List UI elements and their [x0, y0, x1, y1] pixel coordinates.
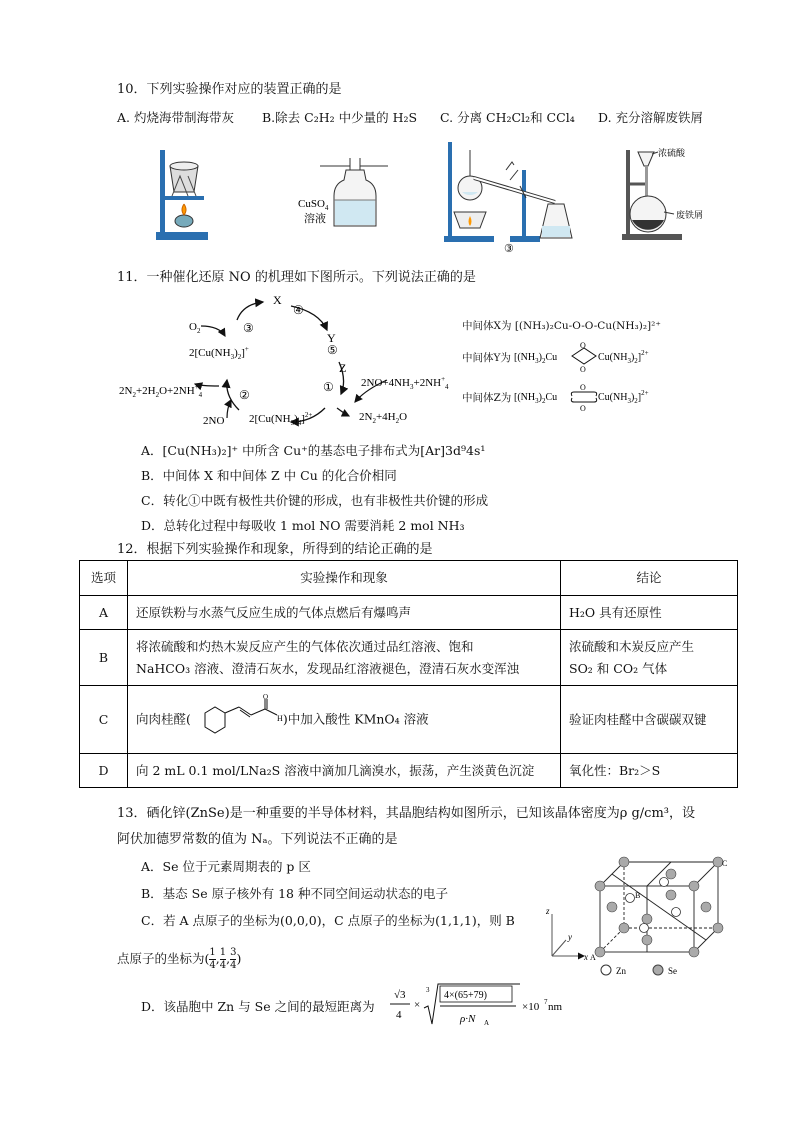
znse-unit-cell-figure [540, 852, 730, 978]
q13-option-c-line1: C．若 A 点原子的坐标为(0,0,0)，C 点原子的坐标为(1,1,1)，则 B [141, 913, 515, 928]
q10-stem: 10．下列实验操作对应的装置正确的是 [117, 82, 342, 97]
legend-se-label: Se [668, 966, 677, 976]
intermediate-y-structure [514, 340, 654, 376]
table-row [80, 754, 738, 788]
svg-text:O: O [580, 383, 586, 392]
q11-option-d: D．总转化过程中每吸收 1 mol NO 需要消耗 2 mol NH₃ [141, 518, 465, 533]
legend-zn-marker [601, 965, 611, 975]
row-c-operation [128, 686, 561, 754]
cycle-step1: ① [323, 380, 334, 394]
apparatus-d-label-iron: 废铁屑 [676, 210, 704, 220]
apparatus-c-figure [440, 140, 580, 255]
cycle-no-bottom: 2NO [203, 415, 225, 427]
axis-y-label: y [568, 932, 572, 942]
svg-text:O: O [580, 404, 586, 413]
row-d-option: D [80, 754, 128, 788]
svg-text:4×(65+79): 4×(65+79) [444, 990, 487, 1001]
svg-text:H: H [276, 713, 283, 723]
row-a-option: A [80, 596, 128, 630]
row-d-conclusion: 氧化性：Br₂＞S [561, 754, 738, 788]
svg-text:nm: nm [548, 1001, 563, 1013]
svg-text:O: O [580, 365, 586, 374]
row-a-operation: 还原铁粉与水蒸气反应生成的气体点燃后有爆鸣声 [128, 596, 561, 630]
cycle-n2-left: $2N_2+2H_2O+2NH^+_4$ [119, 383, 203, 399]
q13-option-d: D．该晶胞中 Zn 与 Se 之间的最短距离为 [141, 999, 375, 1014]
apparatus-d-label-acid: 浓硫酸 [658, 148, 686, 158]
row-c-conclusion: 验证肉桂醛中含碳碳双键 [561, 686, 738, 754]
cycle-x: X [273, 293, 282, 307]
apparatus-d-figure [618, 144, 718, 244]
cycle-step5: ⑤ [327, 343, 338, 357]
q11-stem: 11．一种催化还原 NO 的机理如下图所示。下列说法正确的是 [117, 270, 476, 285]
q13-option-b: B．基态 Se 原子核外有 18 种不同空间运动状态的电子 [141, 886, 448, 901]
row-b-conclusion-line1: 浓硫酸和木炭反应产生 [569, 638, 695, 654]
svg-text:[(NH3)2Cu: [$(NH_3)_2Cu$ [514, 392, 558, 405]
svg-text:×10: ×10 [522, 1001, 540, 1013]
intermediate-y-label: 中间体Y为 [462, 352, 511, 364]
q11-mechanism-cycle [115, 290, 460, 430]
table-row [80, 596, 738, 630]
cycle-right-out: $2N_2+4H_2O$ [359, 411, 408, 425]
row-c-option: C [80, 686, 128, 754]
q13-option-c-prefix: 点原子的坐标为( [117, 951, 210, 966]
q10-option-a: A. 灼烧海带制海带灰 [117, 110, 234, 125]
apparatus-b-label-solution: 溶液 [304, 213, 326, 225]
cinnamaldehyde-structure [191, 692, 283, 743]
point-b-label: B [635, 891, 641, 900]
legend-se-marker [653, 965, 663, 975]
q11-option-a: A．[Cu(NH₃)₂]⁺ 中所含 Cu⁺的基态电子排布式为[Ar]3d⁹4s¹ [141, 443, 486, 458]
cycle-z: Z [339, 361, 347, 375]
svg-text:×: × [414, 999, 421, 1011]
apparatus-a-figure [150, 146, 212, 242]
row-b-operation [128, 630, 561, 686]
q12-stem: 12．根据下列实验操作和现象，所得到的结论正确的是 [117, 542, 433, 557]
svg-text:4: 4 [396, 1009, 402, 1021]
q11-option-c: C．转化①中既有极性共价键的形成，也有非极性共价键的形成 [141, 493, 489, 508]
table-header-row [80, 561, 738, 596]
q13-stem-line2: 阿伏加德罗常数的值为 Nₐ。下列说法不正确的是 [117, 832, 398, 847]
legend-zn-label: Zn [616, 966, 626, 976]
svg-text:7: 7 [544, 998, 548, 1006]
table-row [80, 686, 738, 754]
axis-z-label: z [546, 906, 550, 916]
q11-option-b: B．中间体 X 和中间体 Z 中 Cu 的化合价相同 [141, 468, 397, 483]
cycle-o2: $O_2$ [189, 321, 201, 335]
svg-text:A: A [484, 1019, 490, 1027]
intermediate-x: 中间体X为 [(NH₃)₂Cu-O-O-Cu(NH₃)₂]²⁺ [462, 320, 661, 332]
fraction-1-4: 1 4 [219, 947, 227, 971]
cycle-cu-2plus: $2[Cu(NH_3)_4]^{2+}$ [249, 411, 313, 427]
point-c-label: C [722, 859, 728, 868]
cycle-step2: ② [239, 388, 250, 402]
svg-text:ρ·N: ρ·N [460, 1013, 476, 1025]
apparatus-c-label: ③ [504, 243, 514, 255]
cycle-right-in: $2NO+4NH_3+2NH^+_4$ [361, 375, 449, 391]
q10-option-b: B.除去 C₂H₂ 中少量的 H₂S [262, 110, 418, 125]
point-a-label: A [590, 953, 596, 962]
apparatus-b-figure [296, 152, 396, 236]
q12-table [79, 560, 738, 788]
row-c-operation-part2: )中加入酸性 KMnO₄ 溶液 [282, 711, 429, 726]
q13-option-d-formula [388, 980, 563, 1032]
row-d-operation: 向 2 mL 0.1 mol/LNa₂S 溶液中滴加几滴溴水，振荡，产生淡黄色沉淀 [128, 754, 561, 788]
cycle-step4: ④ [293, 303, 304, 317]
svg-text:[(NH3)2Cu: [$(NH_3)_2Cu$ [514, 352, 558, 365]
cycle-y: Y [327, 331, 336, 345]
q13-option-a: A．Se 位于元素周期表的 p 区 [141, 859, 311, 874]
intermediate-z-label: 中间体Z为 [462, 392, 512, 404]
svg-text:Cu(NH3)2]2+: $Cu(NH_3)_2]^{2+}$ [598, 349, 649, 365]
axis-x-label: x [584, 952, 588, 962]
row-b-operation-line2: NaHCO₃ 溶液、澄清石灰水，发现品红溶液褪色，澄清石灰水变浑浊 [136, 660, 520, 676]
svg-text:O: O [580, 341, 586, 350]
cycle-step3: ③ [243, 321, 254, 335]
apparatus-b-label-cuso4: CuSO$_4$ [298, 198, 329, 212]
table-header-option: 选项 [80, 561, 128, 596]
fraction-3-4: 3 4 [230, 947, 237, 971]
q13-option-c-line2: 点原子的坐标为(1 4,1 4,3 4) [117, 947, 242, 971]
q10-option-c: C. 分离 CH₂Cl₂和 CCl₄ [440, 110, 575, 125]
svg-text:√3: √3 [394, 989, 406, 1001]
q13-stem-line1: 13．硒化锌(ZnSe)是一种重要的半导体材料，其晶胞结构如图所示，已知该晶体密度为ρ g/cm³，设 [117, 806, 695, 821]
row-b-conclusion [561, 630, 738, 686]
fraction-1-4: 1 4 [209, 947, 216, 971]
svg-text:O: O [262, 692, 268, 701]
table-header-conclusion: 结论 [561, 561, 738, 596]
table-row [80, 630, 738, 686]
row-c-operation-part1: 向肉桂醛( [136, 711, 191, 726]
svg-text:3: 3 [426, 986, 430, 994]
row-b-option: B [80, 630, 128, 686]
q10-option-d: D. 充分溶解废铁屑 [598, 110, 704, 125]
intermediate-z-structure [514, 380, 654, 416]
row-a-conclusion: H₂O 具有还原性 [561, 596, 738, 630]
row-b-operation-line1: 将浓硫酸和灼热木炭反应产生的气体依次通过品红溶液、饱和 [136, 638, 474, 654]
row-b-conclusion-line2: SO₂ 和 CO₂ 气体 [569, 660, 668, 676]
svg-text:Cu(NH3)2]2+: $Cu(NH_3)_2]^{2+}$ [598, 389, 649, 405]
table-header-operation: 实验操作和现象 [128, 561, 561, 596]
cycle-cu-plus: $2[Cu(NH_3)_2]^+$ [189, 345, 249, 361]
